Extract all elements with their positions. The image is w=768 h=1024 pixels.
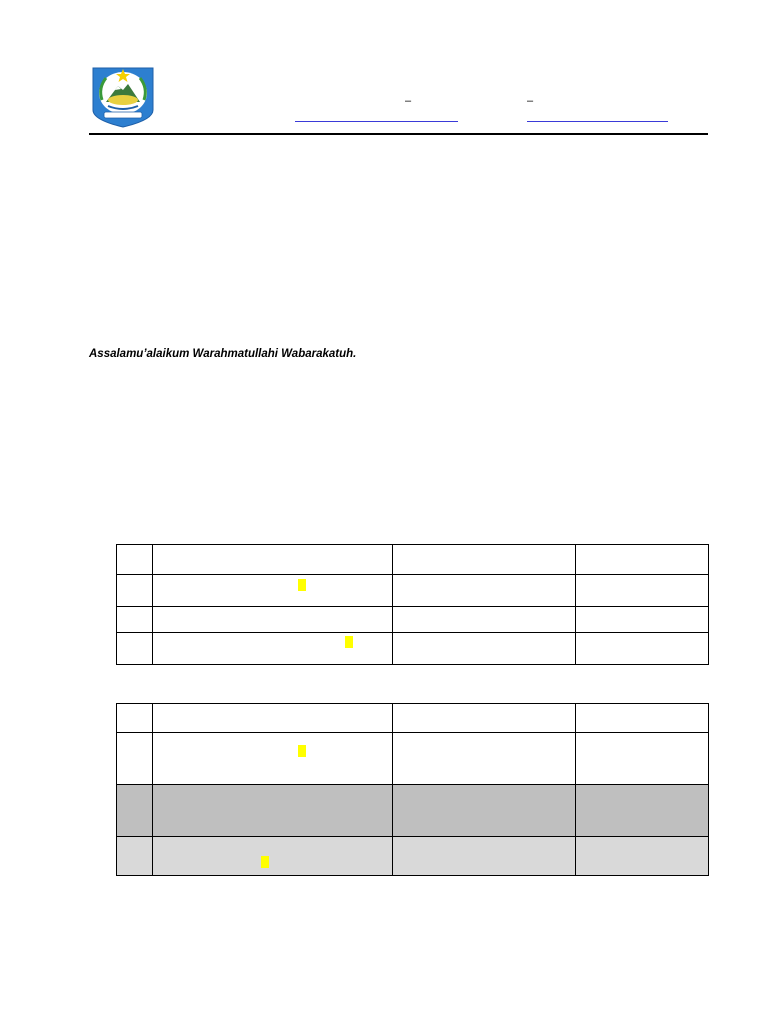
schedule-table-2 [116, 703, 709, 876]
table-row-shaded-light [117, 837, 709, 876]
table-cell [117, 633, 153, 665]
table-cell [153, 837, 393, 876]
table-cell [153, 733, 393, 785]
table-cell [117, 575, 153, 607]
table-row [117, 733, 709, 785]
table-cell [393, 575, 576, 607]
table-cell [393, 607, 576, 633]
header-dash-right: – [527, 95, 534, 107]
highlight-mark [298, 745, 306, 757]
table-cell [576, 575, 709, 607]
letter-greeting: Assalamu’alaikum Warahmatullahi Wabarakatuh. [89, 348, 357, 360]
table-cell [153, 575, 393, 607]
table-cell [393, 704, 576, 733]
table-cell [117, 607, 153, 633]
table-cell [576, 704, 709, 733]
table-cell [153, 704, 393, 733]
highlight-mark [261, 856, 269, 868]
table-cell [393, 733, 576, 785]
table-cell [153, 785, 393, 837]
table-cell [117, 704, 153, 733]
table-row-shaded-dark [117, 785, 709, 837]
highlight-mark [298, 579, 306, 591]
table-cell [117, 785, 153, 837]
table-cell [576, 545, 709, 575]
table-cell [393, 837, 576, 876]
table-cell [576, 837, 709, 876]
table-cell [153, 545, 393, 575]
table-cell [153, 607, 393, 633]
schedule-table-1 [116, 544, 709, 665]
table-header-row [117, 545, 709, 575]
table-row [117, 633, 709, 665]
table-row [117, 607, 709, 633]
table-row [117, 575, 709, 607]
table-cell [153, 633, 393, 665]
table-cell [393, 545, 576, 575]
regional-emblem-logo [90, 66, 156, 128]
letterhead-divider [89, 133, 708, 135]
table-cell [576, 633, 709, 665]
email-link-underline[interactable] [295, 121, 458, 122]
table-cell [576, 733, 709, 785]
table-cell [576, 785, 709, 837]
table-cell [576, 607, 709, 633]
table-header-row [117, 704, 709, 733]
table-cell [393, 785, 576, 837]
header-dash-left: – [405, 95, 412, 107]
highlight-mark [345, 636, 353, 648]
website-link-underline[interactable] [527, 121, 668, 122]
emblem-icon [90, 66, 156, 128]
table-cell [393, 633, 576, 665]
table-cell [117, 545, 153, 575]
table-cell [117, 837, 153, 876]
table-cell [117, 733, 153, 785]
